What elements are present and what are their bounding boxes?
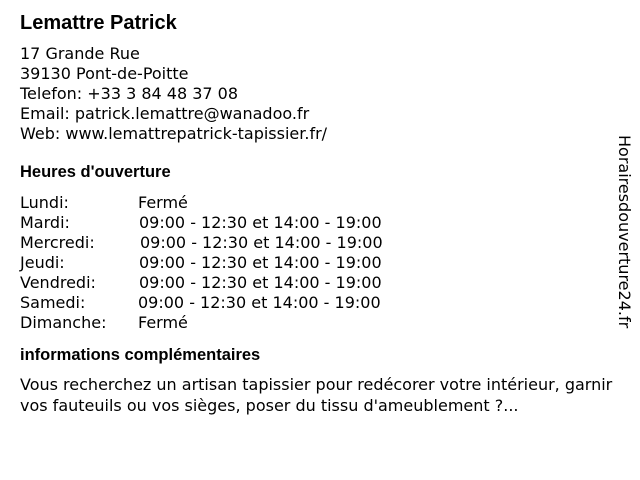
- day-label: Lundi:: [20, 193, 69, 212]
- business-name: Lemattre Patrick: [20, 12, 177, 34]
- hours-row-monday: [20, 193, 610, 213]
- hours-row-saturday: [20, 293, 610, 313]
- additional-info-text: Vous recherchez un artisan tapissier pour redécorer votre intérieur, garnir vos fauteuils ou vos sièges, poser du tissu d'ameublement ?...: [20, 375, 613, 415]
- opening-hours-heading: Heures d'ouverture: [20, 163, 171, 181]
- opening-hours-table: [20, 193, 610, 333]
- day-hours: Fermé: [138, 193, 188, 212]
- day-hours: 09:00 - 12:30 et 14:00 - 19:00: [139, 273, 382, 292]
- business-card: [20, 10, 613, 416]
- day-hours: 09:00 - 12:30 et 14:00 - 19:00: [139, 253, 382, 272]
- address-street: 17 Grande Rue: [20, 44, 140, 63]
- day-label: Mardi:: [20, 213, 70, 232]
- day-label: Vendredi:: [20, 273, 96, 292]
- day-hours: 09:00 - 12:30 et 14:00 - 19:00: [140, 233, 383, 252]
- hours-row-friday: [20, 273, 610, 293]
- day-label: Samedi:: [20, 293, 86, 312]
- day-hours: Fermé: [138, 313, 188, 332]
- hours-row-wednesday: [20, 233, 610, 253]
- hours-row-thursday: [20, 253, 610, 273]
- day-label: Jeudi:: [20, 253, 65, 272]
- address-city: 39130 Pont-de-Poitte: [20, 64, 189, 83]
- day-hours: 09:00 - 12:30 et 14:00 - 19:00: [138, 293, 381, 312]
- hours-row-tuesday: [20, 213, 610, 233]
- email-line[interactable]: Email: patrick.lemattre@wanadoo.fr: [20, 104, 310, 123]
- additional-info-heading: informations complémentaires: [20, 346, 261, 364]
- website-line[interactable]: Web: www.lemattrepatrick-tapissier.fr/: [20, 124, 328, 143]
- day-label: Mercredi:: [20, 233, 95, 252]
- phone-line: Telefon: +33 3 84 48 37 08: [20, 84, 239, 103]
- day-label: Dimanche:: [20, 313, 107, 332]
- site-watermark: Horairesdouverture24.fr: [615, 135, 634, 329]
- hours-row-sunday: [20, 313, 610, 333]
- day-hours: 09:00 - 12:30 et 14:00 - 19:00: [139, 213, 382, 232]
